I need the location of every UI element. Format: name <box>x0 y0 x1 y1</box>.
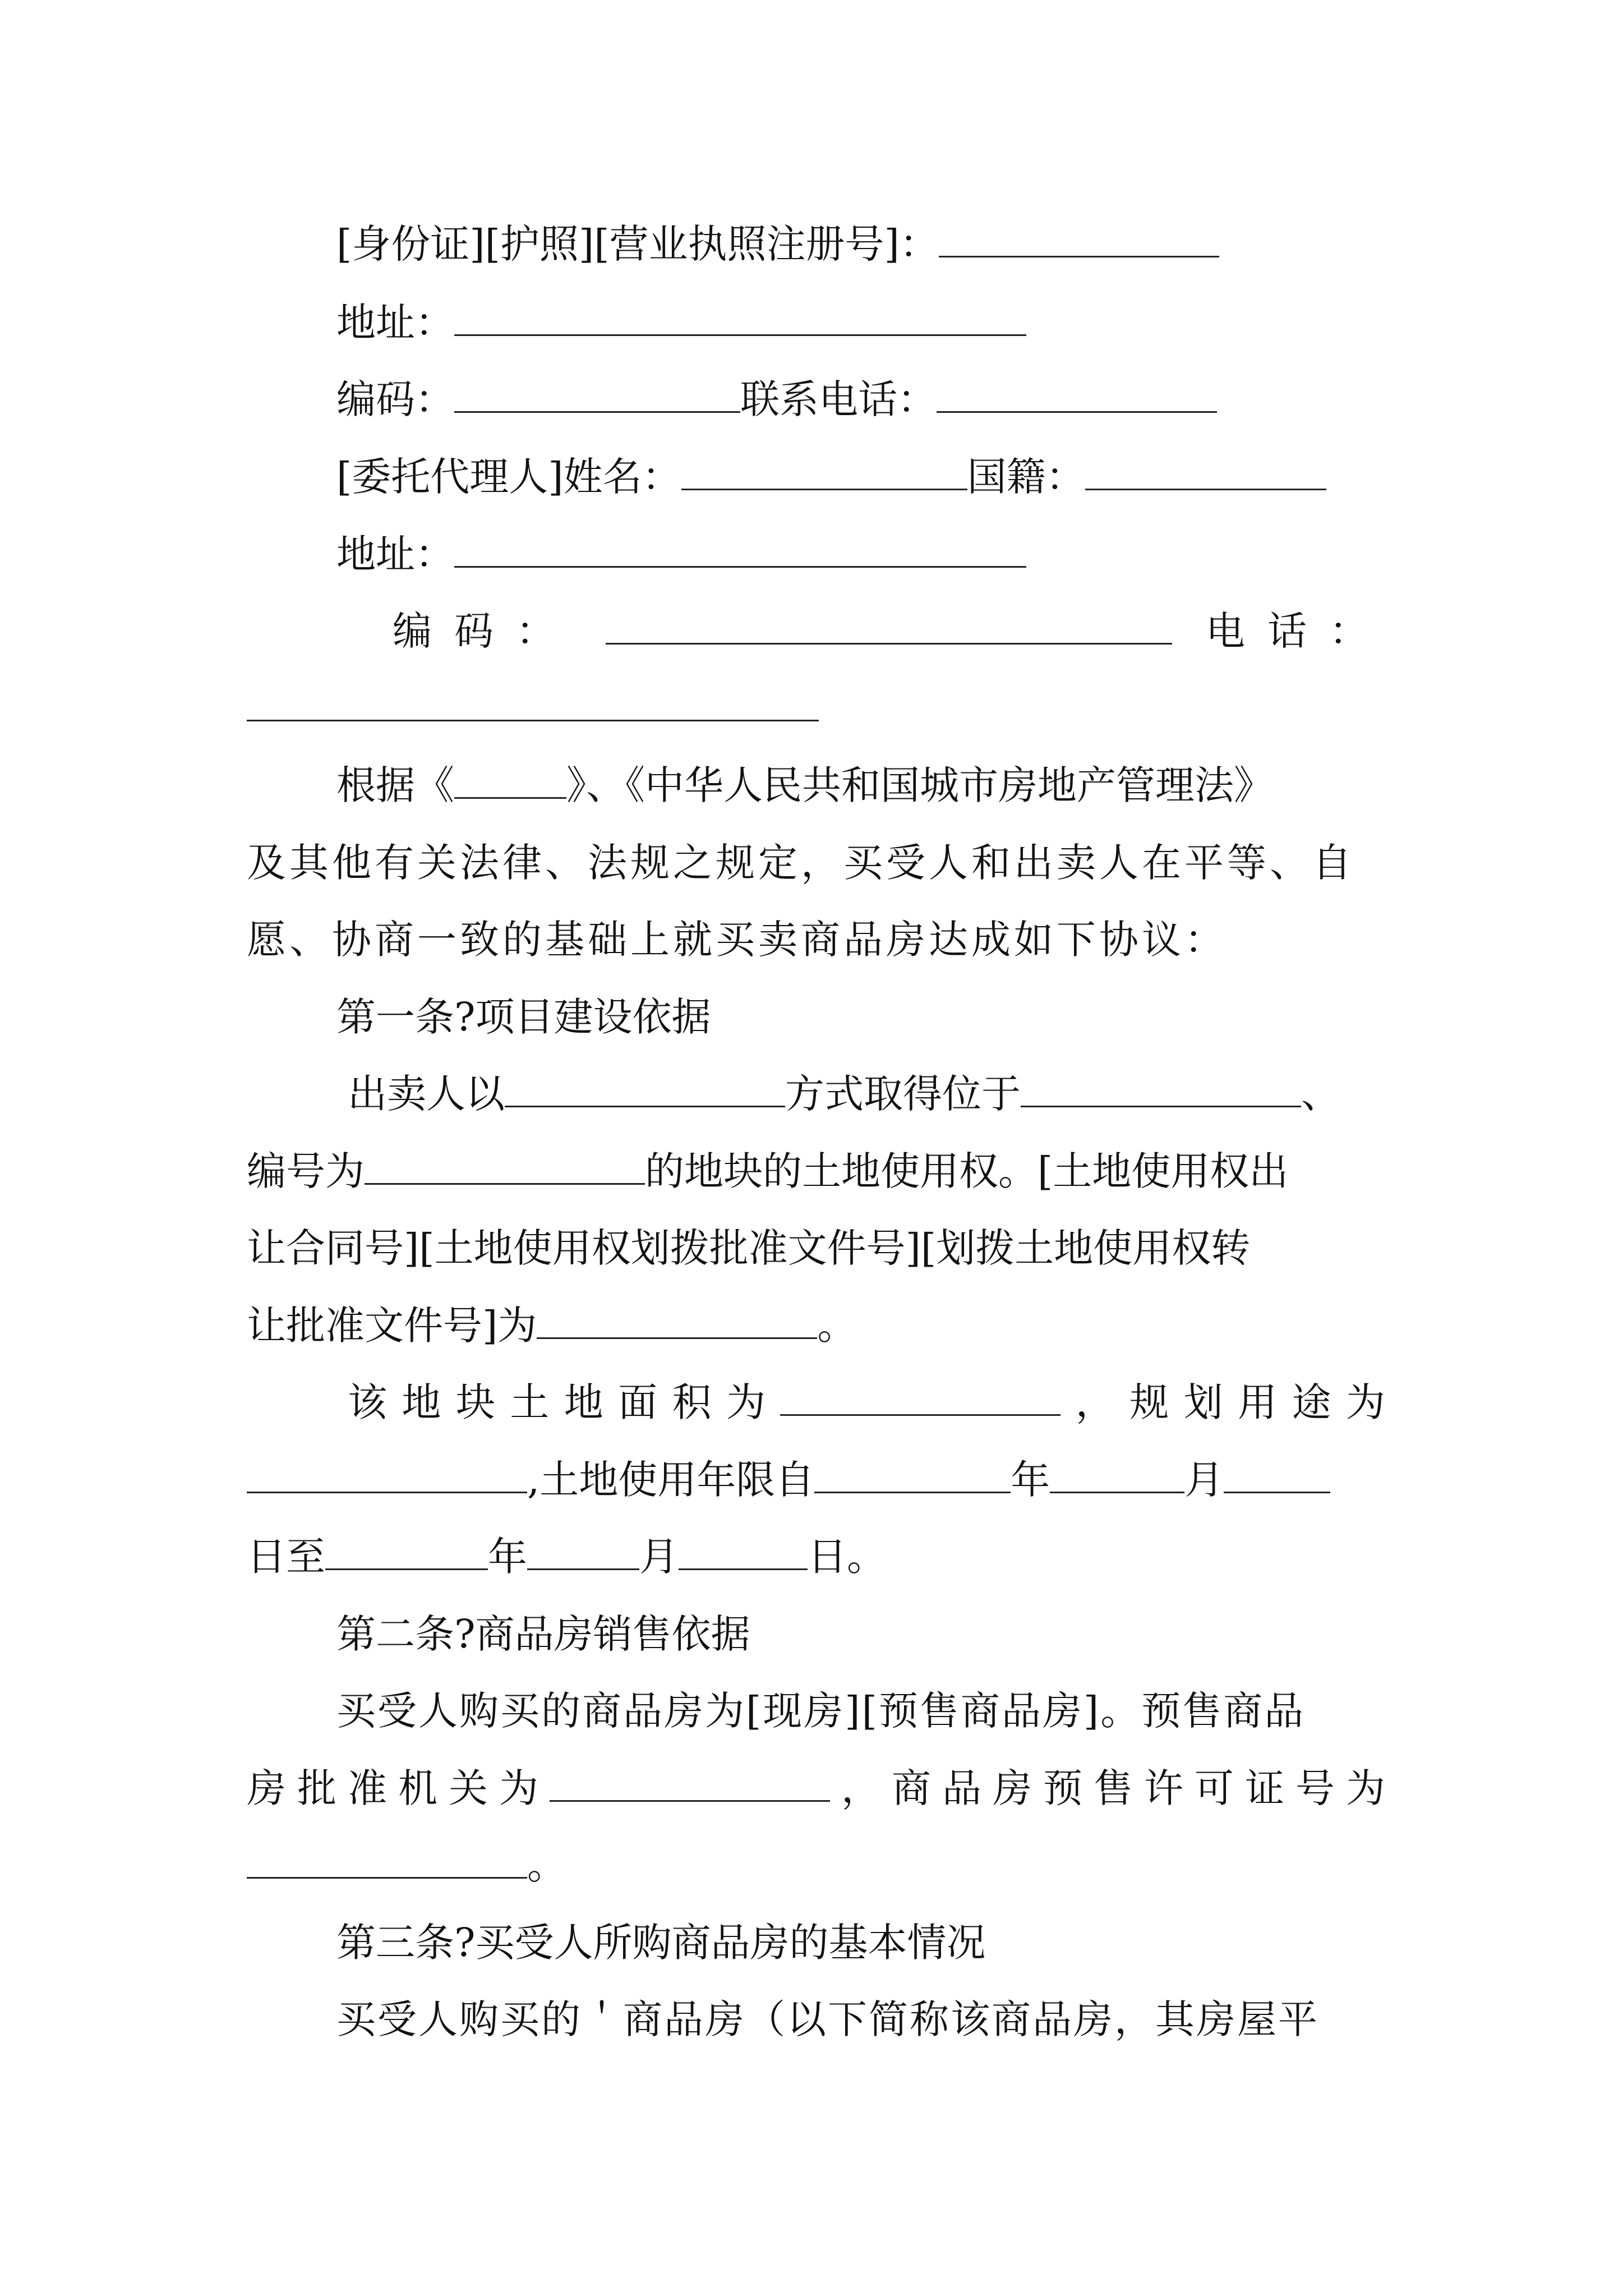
agent-line <box>336 449 1385 505</box>
article1-text: ,土地使用年限自 <box>527 1457 815 1503</box>
approval-authority-blank <box>550 1765 830 1802</box>
article1-p5 <box>348 1374 1385 1430</box>
article1-text: 。 <box>817 1303 857 1349</box>
preamble-text: 根据《 <box>336 762 454 808</box>
end-year-blank <box>325 1534 488 1570</box>
id-line <box>336 216 1385 272</box>
approval-number-blank <box>537 1303 817 1339</box>
postcode2-char: ： <box>516 608 555 654</box>
article3-title: 第三条?买受人所购商品房的基本情况 <box>336 1920 986 1966</box>
article2-p2 <box>247 1760 1385 1816</box>
start-month-blank <box>1050 1457 1184 1493</box>
address2-blank <box>454 531 1026 568</box>
article1-p1 <box>348 1066 1385 1122</box>
article2-char: 房 <box>993 1765 1032 1811</box>
postcode2-blank <box>606 608 1172 645</box>
article1-text: 出卖人以 <box>348 1071 505 1117</box>
article2-char: 许 <box>1144 1765 1183 1811</box>
article2-char: 品 <box>942 1765 981 1811</box>
postcode2-label <box>393 603 555 659</box>
phone2-blank <box>247 720 819 724</box>
article2-text: 。 <box>527 1842 566 1888</box>
article1-char: 划 <box>1183 1379 1223 1425</box>
article1-p2 <box>247 1143 1385 1199</box>
postcode2-char: 码 <box>454 608 494 654</box>
start-day-blank <box>1224 1457 1330 1493</box>
article1-p6 <box>247 1452 1385 1508</box>
article1-char: 该 <box>348 1379 387 1425</box>
article1-text: 的地块的土地使用权。[土地使用权出 <box>645 1148 1289 1194</box>
article1-char: 为 <box>726 1379 766 1425</box>
article2-char: 可 <box>1195 1765 1234 1811</box>
article2-char: 预 <box>1043 1765 1082 1811</box>
preamble-line-2: 及其他有关法律、法规之规定，买受人和出卖人在平等、自 <box>247 840 1355 886</box>
article1-char: 用 <box>1238 1379 1278 1425</box>
article2-p1: 买受人购买的商品房为[现房][预售商品房]。预售商品 <box>336 1688 1306 1734</box>
land-area-blank <box>780 1379 1061 1416</box>
nationality-label: 国籍： <box>967 454 1085 500</box>
article1-text: 日。 <box>808 1534 886 1580</box>
preamble-line-1 <box>336 757 1385 813</box>
article1-text: 让批准文件号]为 <box>247 1303 537 1349</box>
month-label: 月 <box>639 1534 679 1580</box>
article2-char: 商 <box>892 1765 931 1811</box>
id-label: [身份证][护照][营业执照注册号]： <box>336 221 939 267</box>
month-label: 月 <box>1184 1457 1224 1503</box>
phone2-char: ： <box>1329 608 1368 654</box>
article1-p4 <box>247 1297 1385 1354</box>
postcode2-char: 编 <box>393 608 432 654</box>
phone2-char: 话 <box>1267 608 1307 654</box>
article2-char: 号 <box>1295 1765 1335 1811</box>
article1-char: 块 <box>455 1379 495 1425</box>
agent-name-blank <box>681 454 967 490</box>
nationality-blank <box>1085 454 1326 490</box>
address2-label: 地址： <box>336 531 454 577</box>
article2-p3 <box>247 1837 1385 1893</box>
preamble-text: 》、《中华人民共和国城市房地产管理法》 <box>566 762 1273 808</box>
year-label: 年 <box>1011 1457 1050 1503</box>
phone2-label <box>1206 603 1368 659</box>
plot-number-blank <box>365 1148 645 1185</box>
end-month-blank <box>527 1534 639 1570</box>
article2-char: 售 <box>1094 1765 1133 1811</box>
postcode2-phone2-line <box>393 603 1385 659</box>
phone2-char: 电 <box>1206 608 1245 654</box>
article1-text: 方式取得位于 <box>785 1071 1021 1117</box>
preamble-line-3: 愿、协商一致的基础上就买卖商品房达成如下协议： <box>247 917 1227 963</box>
year-label: 年 <box>488 1534 527 1580</box>
end-day-blank <box>679 1534 808 1570</box>
address-label: 地址： <box>336 300 454 346</box>
article1-char: 面 <box>618 1379 658 1425</box>
article2-char: 房 <box>247 1765 286 1811</box>
article2-char: 为 <box>1346 1765 1385 1811</box>
id-blank <box>939 221 1219 257</box>
location-blank <box>1021 1071 1301 1107</box>
article2-title: 第二条?商品房销售依据 <box>336 1611 750 1657</box>
article2-char: 为 <box>499 1765 538 1811</box>
article3-p1: 买受人购买的＇商品房（以下简称该商品房，其房屋平 <box>336 1996 1319 2042</box>
address-line <box>336 295 1385 351</box>
article1-char: 途 <box>1292 1379 1331 1425</box>
article2-char: 机 <box>398 1765 437 1811</box>
article2-char: 关 <box>449 1765 488 1811</box>
postcode-phone-line <box>336 371 1385 427</box>
article1-text: 、 <box>1301 1071 1340 1117</box>
article1-text: 日至 <box>247 1534 325 1580</box>
article1-p3: 让合同号][土地使用权划拨批准文件号][划拨土地使用权转 <box>247 1225 1251 1271</box>
address-blank <box>454 300 1026 336</box>
article1-title: 第一条?项目建设依据 <box>336 994 711 1040</box>
postcode-label: 编码： <box>336 376 454 422</box>
article2-char: 证 <box>1245 1765 1284 1811</box>
article1-char: 积 <box>672 1379 712 1425</box>
start-year-blank <box>814 1457 1011 1493</box>
planned-use-blank <box>247 1457 527 1493</box>
postcode-blank <box>454 376 740 413</box>
law-name-blank <box>454 762 566 799</box>
article1-char: 为 <box>1345 1379 1385 1425</box>
article1-char: 规 <box>1129 1379 1169 1425</box>
article1-char: 地 <box>402 1379 441 1425</box>
article1-p7 <box>247 1529 1385 1585</box>
phone-blank <box>937 376 1217 413</box>
article2-char: 准 <box>348 1765 387 1811</box>
article1-char: ， <box>1075 1379 1115 1425</box>
agent-label: [委托代理人]姓名： <box>336 454 681 500</box>
article2-char: 批 <box>297 1765 336 1811</box>
article2-char: ， <box>841 1765 880 1811</box>
article1-char: 地 <box>564 1379 603 1425</box>
presale-permit-blank <box>247 1842 527 1879</box>
article1-text: 编号为 <box>247 1148 365 1194</box>
acquisition-method-blank <box>505 1071 785 1107</box>
phone-label: 联系电话： <box>740 376 937 422</box>
address2-line <box>336 526 1385 582</box>
article1-char: 土 <box>510 1379 550 1425</box>
